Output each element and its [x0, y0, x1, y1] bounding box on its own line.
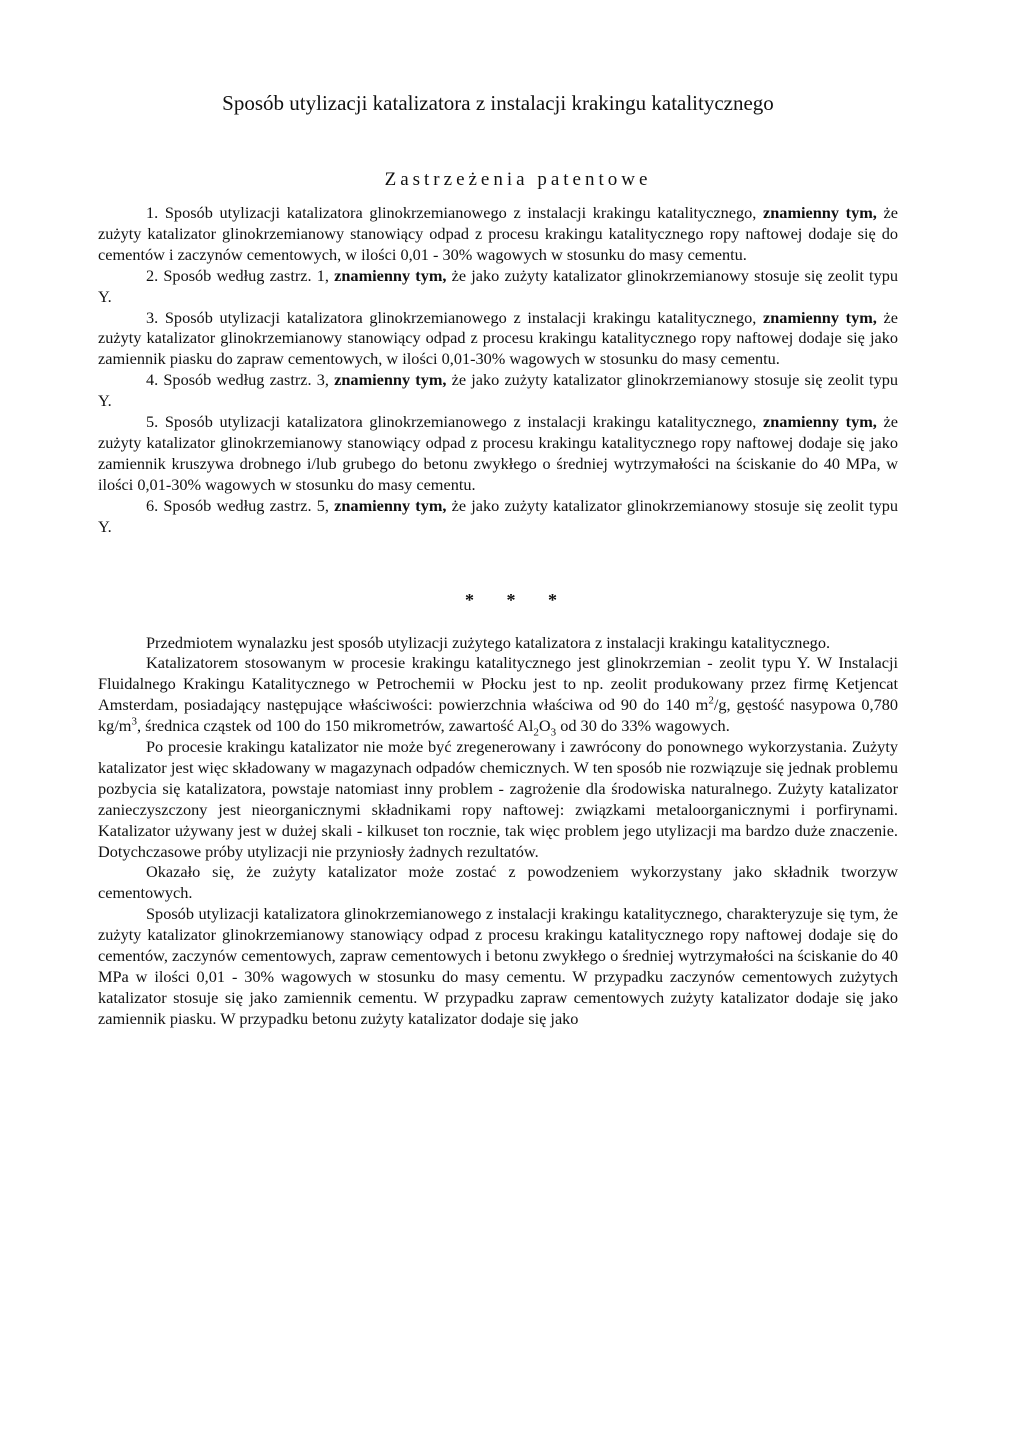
claim-body: że jako zużyty katalizator glinokrzemianowy stosuje się zeolit typu Y. [98, 265, 899, 306]
text-run: Katalizatorem stosowanym w procesie krakingu katalitycznego jest glinokrzemian - zeolit typu Y. W Instalacji Fluidalnego Krakingu Katalitycznego w Petrochemii w Płocku jest to np. zeolit produkowany przez firmę Ketjencat Amsterdam, posiadający następujące właściwości: powierzchnia właściwa od 90 do 140 m [98, 653, 898, 715]
claim-characterizing-phrase: znamienny tym, [763, 203, 877, 222]
claim-characterizing-phrase: znamienny tym, [334, 495, 447, 515]
description-section [98, 633, 898, 1030]
text-run: , średnica cząstek od 100 do 150 mikrometrów, zawartość Al [136, 716, 534, 736]
claim-body: że zużyty katalizator glinokrzemianowy stanowiący odpad z procesu krakingu katalitycznego ropy naftowej dodaje się jako zamiennik kruszywa drobnego i/lub grubego do betonu zwykłego o średniej wytrzymałości na ściskanie do 40 MPa, w ilości 0,01-30% wagowych w stosunku do masy cementu. [98, 412, 898, 494]
claim-body: że zużyty katalizator glinokrzemianowy stanowiący odpad z procesu krakingu katalitycznego ropy naftowej dodaje się jako zamiennik piasku do zapraw cementowych, w ilości 0,01-30% wagowych w stosunku do masy cementu. [98, 307, 898, 369]
superscript: 2 [708, 694, 714, 707]
claim-lead: 4. Sposób według zastrz. 3, [146, 370, 329, 390]
claim-lead: 3. Sposób utylizacji katalizatora glinokrzemianowego z instalacji krakingu katalitycznego, [146, 307, 757, 327]
description-paragraph [98, 653, 898, 737]
claim-6 [98, 496, 898, 538]
claim-1 [98, 203, 898, 266]
text-run: O [538, 716, 551, 736]
subscript: 2 [533, 726, 539, 739]
claim-characterizing-phrase: znamienny tym, [763, 412, 877, 432]
claim-lead: 6. Sposób według zastrz. 5, [146, 495, 329, 515]
claim-body: że zużyty katalizator glinokrzemianowy stanowiący odpad z procesu krakingu katalitycznego ropy naftowej dodaje się do cementów i zaczynów cementowych, w ilości 0,01 - 30% wagowych w stosunku do masy cementu. [98, 203, 898, 264]
claim-2 [98, 266, 898, 308]
description-paragraph: Przedmiotem wynalazku jest sposób utylizacji zużytego katalizatora z instalacji krakingu katalitycznego. [146, 632, 831, 652]
claim-body: że jako zużyty katalizator glinokrzemianowy stosuje się zeolit typu Y. [98, 370, 899, 411]
text-run: od 30 do 33% wagowych. [556, 716, 730, 736]
claim-lead: 2. Sposób według zastrz. 1, [146, 265, 329, 285]
claim-lead: 1. Sposób utylizacji katalizatora glinokrzemianowego z instalacji krakingu katalitycznego, [146, 203, 757, 222]
claims-list [98, 203, 898, 538]
claim-5 [98, 412, 898, 496]
claim-characterizing-phrase: znamienny tym, [334, 370, 447, 390]
claim-4 [98, 370, 898, 412]
claim-3 [98, 308, 898, 371]
document-page [98, 90, 898, 1030]
subscript: 3 [550, 726, 557, 739]
claim-body: że jako zużyty katalizator glinokrzemianowy stosuje się zeolit typu Y. [98, 495, 899, 536]
text-run: /g, gęstość nasypowa 0,780 kg/m [98, 695, 898, 736]
superscript: 3 [131, 715, 137, 728]
claims-heading: Zastrzeżenia patentowe [384, 169, 652, 190]
section-separator: * * * [465, 589, 571, 610]
description-paragraph: Po procesie krakingu katalizator nie może być zregenerowany i zawrócony do ponownego wykorzystania. Zużyty katalizator jest więc składowany w magazynach odpadów chemicznych. W ten sposób nie rozwiązuje się jednak problemu pozbycia się katalizatora, powstaje natomiast inny problem - zagrożenie dla środowiska naturalnego. Zużyty katalizator zanieczyszczony jest nieorganicznymi składnikami ropy naftowej: związkami metaloorganicznymi i porfirynami. Katalizator używany jest w dużej skali - kilkuset ton rocznie, tak więc problem jego utylizacji ma bardzo duże znaczenie. Dotychczasowe próby utylizacji nie przyniosły żadnych rezultatów. [98, 737, 898, 861]
claim-characterizing-phrase: znamienny tym, [334, 265, 447, 285]
document-title: Sposób utylizacji katalizatora z instalacji krakingu katalitycznego [222, 91, 774, 115]
description-paragraph: Okazało się, że zużyty katalizator może zostać z powodzeniem wykorzystany jako składnik tworzyw cementowych. [98, 862, 898, 903]
description-paragraph: Sposób utylizacji katalizatora glinokrzemianowego z instalacji krakingu katalitycznego, charakteryzuje się tym, że zużyty katalizator glinokrzemianowy stanowiący odpad z procesu krakingu katalitycznego ropy naftowej dodaje się do cementów, zaczynów cementowych, zapraw cementowych i betonu zwykłego o średniej wytrzymałości na ściskanie do 40 MPa w ilości 0,01 - 30% wagowych w stosunku do masy cementu. W przypadku zaczynów cementowych zużytych katalizator stosuje się jako zamiennik cementu. W przypadku zapraw cementowych zużyty katalizator dodaje się jako zamiennik piasku. W przypadku betonu zużyty katalizator dodaje się jako [98, 904, 898, 1028]
claim-lead: 5. Sposób utylizacji katalizatora glinokrzemianowego z instalacji krakingu katalitycznego, [146, 412, 757, 432]
claim-characterizing-phrase: znamienny tym, [763, 307, 877, 327]
